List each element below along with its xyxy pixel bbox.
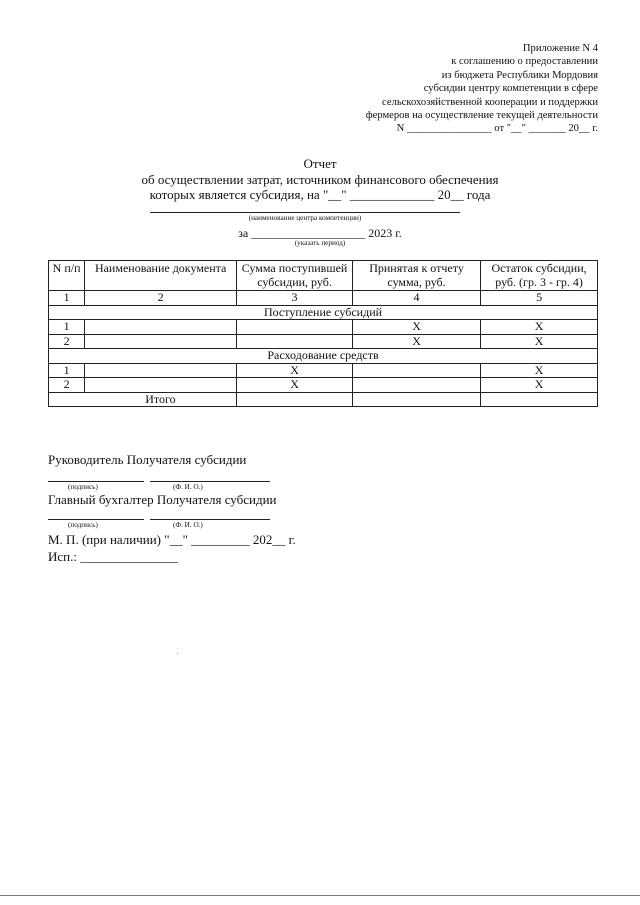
- head-signature-caption: (подпись): [68, 483, 98, 491]
- appendix-line: субсидии центру компетенции в сфере: [423, 83, 598, 95]
- center-name-line: [150, 212, 460, 213]
- table-cell: [237, 320, 353, 335]
- head-name-caption: (Ф. И. О.): [173, 483, 203, 491]
- report-subtitle-line1: об осуществлении затрат, источником финансового обеспечения: [141, 171, 499, 187]
- scan-speck: [177, 653, 178, 654]
- header-received: Сумма поступившей субсидии, руб.: [237, 261, 353, 291]
- table-cell: 1: [49, 363, 85, 378]
- table-cell: X: [481, 378, 598, 393]
- report-table: [48, 260, 598, 407]
- section-row-income: [49, 305, 598, 320]
- appendix-line: Приложение N 4: [522, 43, 598, 54]
- executor-line: Исп.: _______________: [48, 549, 178, 564]
- report-title-block: [100, 156, 540, 203]
- table-cell: X: [481, 320, 598, 335]
- period-caption: (указать период): [294, 239, 346, 247]
- center-name-caption: (наименование центра компетенции): [248, 214, 362, 222]
- column-number: 5: [481, 291, 598, 306]
- section-row-expense: [49, 349, 598, 364]
- accountant-name-line: [150, 519, 270, 520]
- table-total-row: [49, 392, 598, 407]
- head-signature-title: Руководитель Получателя субсидии: [48, 452, 247, 467]
- table-cell: X: [352, 334, 480, 349]
- appendix-line: сельскохозяйственной кооперации и поддержки: [382, 96, 598, 108]
- table-row: [49, 334, 598, 349]
- table-cell: 1: [49, 320, 85, 335]
- table-cell: [49, 392, 85, 407]
- table-cell: [85, 378, 237, 393]
- table-row: [49, 363, 598, 378]
- table-row: [49, 378, 598, 393]
- accountant-signature-title: Главный бухгалтер Получателя субсидии: [48, 492, 277, 507]
- head-signature-line: [48, 481, 144, 482]
- appendix-line: фермеров на осуществление текущей деятельности: [365, 110, 598, 122]
- head-name-line: [150, 481, 270, 482]
- accountant-signature-line: [48, 519, 144, 520]
- accountant-signature-caption: (подпись): [68, 521, 98, 529]
- total-balance: [481, 392, 598, 407]
- header-accepted: Принятая к отчету сумма, руб.: [352, 261, 480, 291]
- table-header-row: [49, 261, 598, 291]
- table-cell: X: [352, 320, 480, 335]
- appendix-line: N ________________ от "__" _______ 20__ г.: [396, 123, 598, 135]
- table-row: [49, 320, 598, 335]
- period-line: за ___________________ 2023 г.: [238, 226, 402, 240]
- accountant-name-caption: (Ф. И. О.): [173, 521, 203, 529]
- table-cell: X: [237, 378, 353, 393]
- table-cell: [352, 378, 480, 393]
- table-cell: X: [481, 363, 598, 378]
- header-balance: Остаток субсидии, руб. (гр. 3 - гр. 4): [481, 261, 598, 291]
- appendix-line: к соглашению о предоставлении: [451, 56, 598, 68]
- page-bottom-rule: [0, 895, 640, 896]
- report-heading: Отчет: [303, 156, 337, 171]
- table-cell: [237, 334, 353, 349]
- table-cell: [85, 334, 237, 349]
- section-title-income: Поступление субсидий: [49, 305, 598, 320]
- seal-date-line: М. П. (при наличии) "__" _________ 202__ г.: [48, 532, 296, 547]
- table-cell: [352, 363, 480, 378]
- table-cell: 2: [49, 378, 85, 393]
- column-number: 1: [49, 291, 85, 306]
- column-number: 3: [237, 291, 353, 306]
- header-document: Наименование документа: [85, 261, 237, 291]
- appendix-header: [298, 42, 598, 136]
- header-number: N п/п: [49, 261, 85, 291]
- column-number: 2: [85, 291, 237, 306]
- report-subtitle-line2: которых является субсидия, на "__" _____________ 20__ года: [149, 187, 491, 202]
- table-cell: [85, 363, 237, 378]
- table-cell: [85, 320, 237, 335]
- total-received: [237, 392, 353, 407]
- column-number: 4: [352, 291, 480, 306]
- table-cell: X: [237, 363, 353, 378]
- table-cell: X: [481, 334, 598, 349]
- appendix-line: из бюджета Республики Мордовия: [441, 69, 598, 81]
- total-accepted: [352, 392, 480, 407]
- table-column-numbers-row: [49, 291, 598, 306]
- section-title-expense: Расходование средств: [49, 349, 598, 364]
- total-label: Итого: [85, 392, 237, 407]
- table-cell: 2: [49, 334, 85, 349]
